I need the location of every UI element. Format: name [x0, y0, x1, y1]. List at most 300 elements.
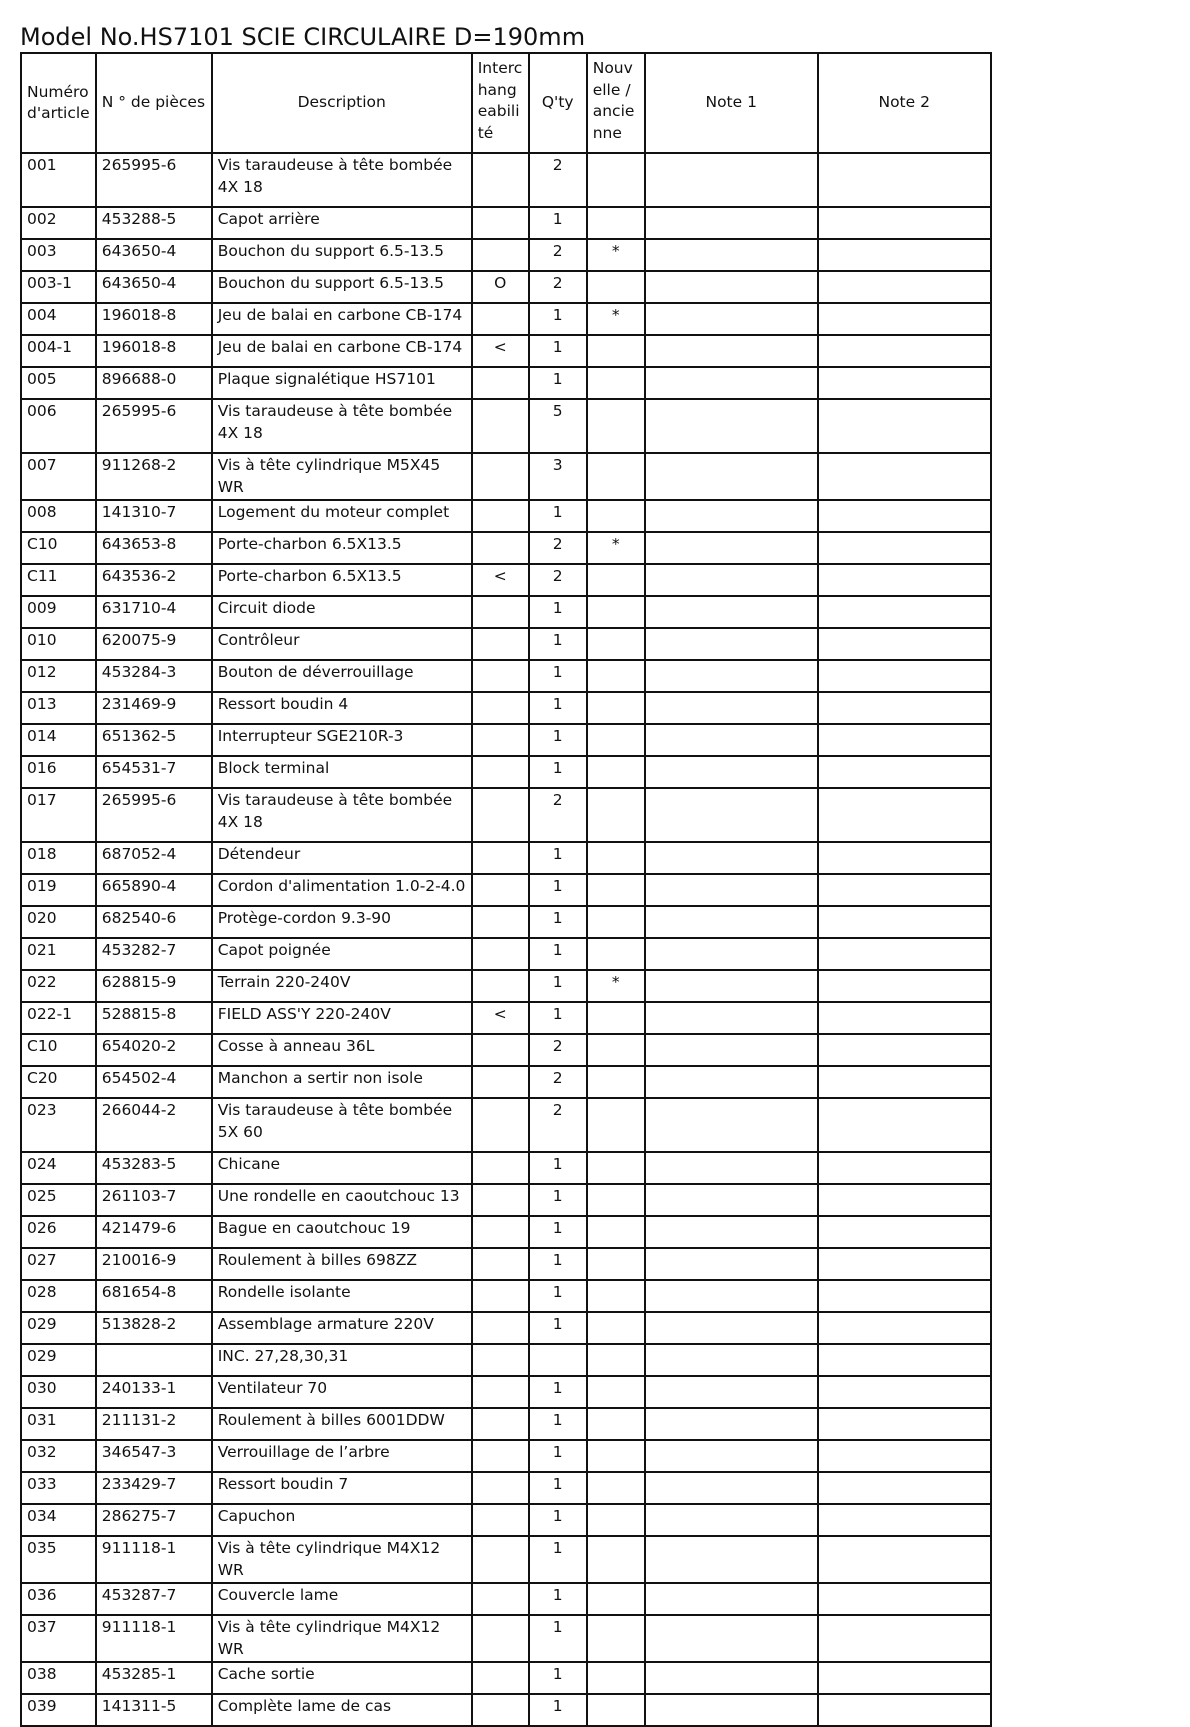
part-number-cell: 346547-3 [96, 1440, 212, 1472]
description-cell: Rondelle isolante [212, 1280, 472, 1312]
note-1-cell [645, 564, 818, 596]
note-1-cell [645, 1583, 818, 1615]
part-number-cell: 453285-1 [96, 1662, 212, 1694]
quantity-cell: 1 [529, 724, 587, 756]
description-cell: Vis taraudeuse à tête bombée 4X 18 [212, 399, 472, 453]
table-row [21, 788, 991, 842]
article-number-cell: 024 [21, 1152, 96, 1184]
quantity-cell: 2 [529, 271, 587, 303]
description-cell: Manchon a sertir non isole [212, 1066, 472, 1098]
interchangeability-cell [472, 303, 529, 335]
interchangeability-cell [472, 1472, 529, 1504]
interchangeability-cell [472, 1152, 529, 1184]
table-row [21, 1312, 991, 1344]
description-cell: Assemblage armature 220V [212, 1312, 472, 1344]
interchangeability-cell [472, 1344, 529, 1376]
new-old-cell [587, 1376, 645, 1408]
new-old-cell [587, 271, 645, 303]
table-row [21, 399, 991, 453]
table-row [21, 1034, 991, 1066]
article-number-cell: 021 [21, 938, 96, 970]
quantity-cell: 1 [529, 692, 587, 724]
new-old-cell [587, 1312, 645, 1344]
article-number-cell: C20 [21, 1066, 96, 1098]
table-row [21, 1615, 991, 1662]
new-old-cell [587, 1408, 645, 1440]
quantity-cell: 1 [529, 1662, 587, 1694]
part-number-cell: 453287-7 [96, 1583, 212, 1615]
quantity-cell: 1 [529, 303, 587, 335]
quantity-cell: 1 [529, 1002, 587, 1034]
quantity-cell: 2 [529, 1034, 587, 1066]
note-2-cell [818, 1184, 991, 1216]
table-body [21, 153, 991, 1726]
new-old-cell [587, 1066, 645, 1098]
article-number-cell: 004 [21, 303, 96, 335]
interchangeability-cell [472, 1662, 529, 1694]
article-number-cell: 027 [21, 1248, 96, 1280]
table-row [21, 1152, 991, 1184]
part-number-cell: 453288-5 [96, 207, 212, 239]
note-2-cell [818, 938, 991, 970]
part-number-cell: 631710-4 [96, 596, 212, 628]
description-cell: Bague en caoutchouc 19 [212, 1216, 472, 1248]
quantity-cell: 1 [529, 660, 587, 692]
part-number-cell: 210016-9 [96, 1248, 212, 1280]
quantity-cell: 2 [529, 153, 587, 207]
interchangeability-cell [472, 453, 529, 500]
header-description: Description [212, 53, 472, 153]
note-2-cell [818, 1002, 991, 1034]
description-cell: Terrain 220-240V [212, 970, 472, 1002]
quantity-cell: 1 [529, 1152, 587, 1184]
note-2-cell [818, 239, 991, 271]
description-cell: Ressort boudin 7 [212, 1472, 472, 1504]
description-cell: Porte-charbon 6.5X13.5 [212, 532, 472, 564]
interchangeability-cell [472, 970, 529, 1002]
table-row [21, 1440, 991, 1472]
note-1-cell [645, 1066, 818, 1098]
quantity-cell: 1 [529, 207, 587, 239]
note-1-cell [645, 1184, 818, 1216]
part-number-cell: 665890-4 [96, 874, 212, 906]
article-number-cell: 030 [21, 1376, 96, 1408]
quantity-cell: 1 [529, 500, 587, 532]
interchangeability-cell [472, 500, 529, 532]
article-number-cell: 002 [21, 207, 96, 239]
interchangeability-cell [472, 207, 529, 239]
note-2-cell [818, 1504, 991, 1536]
part-number-cell: 513828-2 [96, 1312, 212, 1344]
article-number-cell: 009 [21, 596, 96, 628]
article-number-cell: 029 [21, 1312, 96, 1344]
new-old-cell [587, 788, 645, 842]
quantity-cell: 2 [529, 532, 587, 564]
interchangeability-cell [472, 153, 529, 207]
new-old-cell [587, 756, 645, 788]
table-row [21, 1408, 991, 1440]
new-old-cell [587, 660, 645, 692]
note-1-cell [645, 500, 818, 532]
note-2-cell [818, 335, 991, 367]
article-number-cell: 022-1 [21, 1002, 96, 1034]
note-1-cell [645, 756, 818, 788]
new-old-cell [587, 692, 645, 724]
table-row [21, 1472, 991, 1504]
table-row [21, 532, 991, 564]
table-row [21, 1066, 991, 1098]
note-2-cell [818, 303, 991, 335]
note-1-cell [645, 335, 818, 367]
part-number-cell: 453283-5 [96, 1152, 212, 1184]
description-cell: Capot arrière [212, 207, 472, 239]
note-1-cell [645, 1216, 818, 1248]
description-cell: Circuit diode [212, 596, 472, 628]
description-cell: Cache sortie [212, 1662, 472, 1694]
note-2-cell [818, 1280, 991, 1312]
note-2-cell [818, 399, 991, 453]
article-number-cell: 008 [21, 500, 96, 532]
interchangeability-cell [472, 842, 529, 874]
new-old-cell [587, 1662, 645, 1694]
header-part-number: N ° de pièces [96, 53, 212, 153]
interchangeability-cell [472, 1066, 529, 1098]
article-number-cell: 004-1 [21, 335, 96, 367]
table-row [21, 1694, 991, 1726]
interchangeability-cell [472, 367, 529, 399]
note-1-cell [645, 1312, 818, 1344]
new-old-cell [587, 1184, 645, 1216]
description-cell: Vis à tête cylindrique M4X12 WR [212, 1615, 472, 1662]
interchangeability-cell [472, 1694, 529, 1726]
header-note-1: Note 1 [645, 53, 818, 153]
note-2-cell [818, 1376, 991, 1408]
table-row [21, 1536, 991, 1583]
part-number-cell: 643650-4 [96, 271, 212, 303]
note-2-cell [818, 1583, 991, 1615]
table-row [21, 970, 991, 1002]
note-1-cell [645, 1248, 818, 1280]
part-number-cell: 453284-3 [96, 660, 212, 692]
article-number-cell: 034 [21, 1504, 96, 1536]
part-number-cell: 196018-8 [96, 335, 212, 367]
part-number-cell: 643653-8 [96, 532, 212, 564]
article-number-cell: 012 [21, 660, 96, 692]
note-1-cell [645, 1615, 818, 1662]
parts-table [20, 52, 992, 1727]
table-row [21, 1583, 991, 1615]
note-1-cell [645, 1440, 818, 1472]
table-row [21, 906, 991, 938]
interchangeability-cell: < [472, 564, 529, 596]
new-old-cell [587, 1615, 645, 1662]
table-row [21, 153, 991, 207]
note-2-cell [818, 724, 991, 756]
description-cell: Cordon d'alimentation 1.0-2-4.0 [212, 874, 472, 906]
interchangeability-cell [472, 239, 529, 271]
part-number-cell: 265995-6 [96, 788, 212, 842]
note-2-cell [818, 207, 991, 239]
article-number-cell: 006 [21, 399, 96, 453]
part-number-cell: 141310-7 [96, 500, 212, 532]
interchangeability-cell [472, 938, 529, 970]
new-old-cell [587, 564, 645, 596]
note-1-cell [645, 938, 818, 970]
description-cell: Vis à tête cylindrique M5X45 WR [212, 453, 472, 500]
new-old-cell [587, 874, 645, 906]
note-2-cell [818, 756, 991, 788]
description-cell: Capuchon [212, 1504, 472, 1536]
note-1-cell [645, 1344, 818, 1376]
interchangeability-cell [472, 724, 529, 756]
table-row [21, 500, 991, 532]
quantity-cell: 2 [529, 239, 587, 271]
note-1-cell [645, 532, 818, 564]
description-cell: Complète lame de cas [212, 1694, 472, 1726]
interchangeability-cell [472, 399, 529, 453]
article-number-cell: 003-1 [21, 271, 96, 303]
part-number-cell: 681654-8 [96, 1280, 212, 1312]
part-number-cell: 896688-0 [96, 367, 212, 399]
part-number-cell: 265995-6 [96, 399, 212, 453]
quantity-cell: 2 [529, 1066, 587, 1098]
article-number-cell: 016 [21, 756, 96, 788]
new-old-cell [587, 1248, 645, 1280]
new-old-cell [587, 207, 645, 239]
description-cell: Une rondelle en caoutchouc 13 [212, 1184, 472, 1216]
part-number-cell: 265995-6 [96, 153, 212, 207]
new-old-cell: * [587, 970, 645, 1002]
article-number-cell: 007 [21, 453, 96, 500]
new-old-cell: * [587, 532, 645, 564]
part-number-cell: 654531-7 [96, 756, 212, 788]
description-cell: FIELD ASS'Y 220-240V [212, 1002, 472, 1034]
note-2-cell [818, 1152, 991, 1184]
quantity-cell: 1 [529, 1184, 587, 1216]
note-2-cell [818, 970, 991, 1002]
table-row [21, 1216, 991, 1248]
new-old-cell [587, 399, 645, 453]
quantity-cell: 3 [529, 453, 587, 500]
article-number-cell: 038 [21, 1662, 96, 1694]
part-number-cell: 453282-7 [96, 938, 212, 970]
table-row [21, 303, 991, 335]
article-number-cell: 018 [21, 842, 96, 874]
article-number-cell: 017 [21, 788, 96, 842]
note-1-cell [645, 1098, 818, 1152]
table-row [21, 1344, 991, 1376]
note-2-cell [818, 1312, 991, 1344]
note-1-cell [645, 1662, 818, 1694]
table-row [21, 239, 991, 271]
part-number-cell: 211131-2 [96, 1408, 212, 1440]
description-cell: Ressort boudin 4 [212, 692, 472, 724]
table-row [21, 207, 991, 239]
note-2-cell [818, 842, 991, 874]
description-cell: Couvercle lame [212, 1583, 472, 1615]
article-number-cell: C11 [21, 564, 96, 596]
part-number-cell: 231469-9 [96, 692, 212, 724]
note-2-cell [818, 692, 991, 724]
note-2-cell [818, 153, 991, 207]
quantity-cell: 1 [529, 1536, 587, 1583]
interchangeability-cell: < [472, 1002, 529, 1034]
new-old-cell [587, 1472, 645, 1504]
description-cell: Chicane [212, 1152, 472, 1184]
note-1-cell [645, 628, 818, 660]
header-interchangeability: Interchangeabilité [472, 53, 529, 153]
note-1-cell [645, 1694, 818, 1726]
interchangeability-cell [472, 1248, 529, 1280]
note-2-cell [818, 906, 991, 938]
note-1-cell [645, 153, 818, 207]
quantity-cell: 1 [529, 1312, 587, 1344]
article-number-cell: 039 [21, 1694, 96, 1726]
table-row [21, 628, 991, 660]
description-cell: Roulement à billes 698ZZ [212, 1248, 472, 1280]
part-number-cell: 651362-5 [96, 724, 212, 756]
interchangeability-cell [472, 628, 529, 660]
table-row [21, 1280, 991, 1312]
quantity-cell: 1 [529, 1216, 587, 1248]
quantity-cell: 1 [529, 1280, 587, 1312]
description-cell: Vis taraudeuse à tête bombée 5X 60 [212, 1098, 472, 1152]
note-1-cell [645, 1034, 818, 1066]
table-row [21, 453, 991, 500]
part-number-cell: 528815-8 [96, 1002, 212, 1034]
description-cell: Cosse à anneau 36L [212, 1034, 472, 1066]
header-note-2: Note 2 [818, 53, 991, 153]
description-cell: Protège-cordon 9.3-90 [212, 906, 472, 938]
table-row [21, 874, 991, 906]
note-1-cell [645, 303, 818, 335]
interchangeability-cell [472, 1376, 529, 1408]
part-number-cell [96, 1344, 212, 1376]
note-1-cell [645, 1376, 818, 1408]
new-old-cell [587, 1440, 645, 1472]
interchangeability-cell [472, 1615, 529, 1662]
note-1-cell [645, 1504, 818, 1536]
article-number-cell: 026 [21, 1216, 96, 1248]
note-2-cell [818, 1248, 991, 1280]
table-row [21, 1098, 991, 1152]
article-number-cell: 001 [21, 153, 96, 207]
part-number-cell: 620075-9 [96, 628, 212, 660]
article-number-cell: 036 [21, 1583, 96, 1615]
description-cell: Plaque signalétique HS7101 [212, 367, 472, 399]
interchangeability-cell [472, 596, 529, 628]
interchangeability-cell [472, 1504, 529, 1536]
note-2-cell [818, 788, 991, 842]
new-old-cell [587, 1344, 645, 1376]
interchangeability-cell [472, 1440, 529, 1472]
description-cell: Block terminal [212, 756, 472, 788]
note-1-cell [645, 842, 818, 874]
part-number-cell: 682540-6 [96, 906, 212, 938]
new-old-cell [587, 842, 645, 874]
table-header-row [21, 53, 991, 153]
interchangeability-cell [472, 1536, 529, 1583]
quantity-cell: 1 [529, 1694, 587, 1726]
note-1-cell [645, 724, 818, 756]
quantity-cell: 1 [529, 628, 587, 660]
description-cell: Bouchon du support 6.5-13.5 [212, 271, 472, 303]
interchangeability-cell [472, 1312, 529, 1344]
quantity-cell: 2 [529, 1098, 587, 1152]
table-row [21, 1002, 991, 1034]
note-2-cell [818, 1440, 991, 1472]
new-old-cell [587, 1098, 645, 1152]
quantity-cell: 1 [529, 1440, 587, 1472]
part-number-cell: 643536-2 [96, 564, 212, 596]
article-number-cell: 029 [21, 1344, 96, 1376]
note-2-cell [818, 874, 991, 906]
note-2-cell [818, 500, 991, 532]
description-cell: Roulement à billes 6001DDW [212, 1408, 472, 1440]
part-number-cell: 196018-8 [96, 303, 212, 335]
new-old-cell [587, 1536, 645, 1583]
new-old-cell: * [587, 303, 645, 335]
description-cell: INC. 27,28,30,31 [212, 1344, 472, 1376]
table-row [21, 271, 991, 303]
note-2-cell [818, 1694, 991, 1726]
part-number-cell: 141311-5 [96, 1694, 212, 1726]
header-article: Numéro d'article [21, 53, 96, 153]
interchangeability-cell [472, 1184, 529, 1216]
note-1-cell [645, 874, 818, 906]
new-old-cell [587, 1694, 645, 1726]
quantity-cell: 1 [529, 1248, 587, 1280]
new-old-cell [587, 153, 645, 207]
description-cell: Détendeur [212, 842, 472, 874]
table-row [21, 1504, 991, 1536]
part-number-cell: 628815-9 [96, 970, 212, 1002]
note-2-cell [818, 1536, 991, 1583]
interchangeability-cell [472, 1034, 529, 1066]
quantity-cell: 1 [529, 596, 587, 628]
note-2-cell [818, 532, 991, 564]
table-row [21, 842, 991, 874]
table-row [21, 756, 991, 788]
new-old-cell [587, 1583, 645, 1615]
interchangeability-cell [472, 756, 529, 788]
article-number-cell: 032 [21, 1440, 96, 1472]
interchangeability-cell: O [472, 271, 529, 303]
quantity-cell: 1 [529, 1583, 587, 1615]
description-cell: Ventilateur 70 [212, 1376, 472, 1408]
table-row [21, 724, 991, 756]
description-cell: Jeu de balai en carbone CB-174 [212, 303, 472, 335]
note-1-cell [645, 596, 818, 628]
part-number-cell: 911118-1 [96, 1615, 212, 1662]
note-2-cell [818, 1034, 991, 1066]
part-number-cell: 654020-2 [96, 1034, 212, 1066]
article-number-cell: 025 [21, 1184, 96, 1216]
description-cell: Interrupteur SGE210R-3 [212, 724, 472, 756]
new-old-cell [587, 1216, 645, 1248]
quantity-cell: 2 [529, 564, 587, 596]
note-1-cell [645, 1152, 818, 1184]
description-cell: Vis taraudeuse à tête bombée 4X 18 [212, 788, 472, 842]
interchangeability-cell [472, 788, 529, 842]
note-2-cell [818, 453, 991, 500]
description-cell: Vis à tête cylindrique M4X12 WR [212, 1536, 472, 1583]
note-1-cell [645, 906, 818, 938]
part-number-cell: 643650-4 [96, 239, 212, 271]
table-row [21, 596, 991, 628]
description-cell: Porte-charbon 6.5X13.5 [212, 564, 472, 596]
part-number-cell: 911118-1 [96, 1536, 212, 1583]
